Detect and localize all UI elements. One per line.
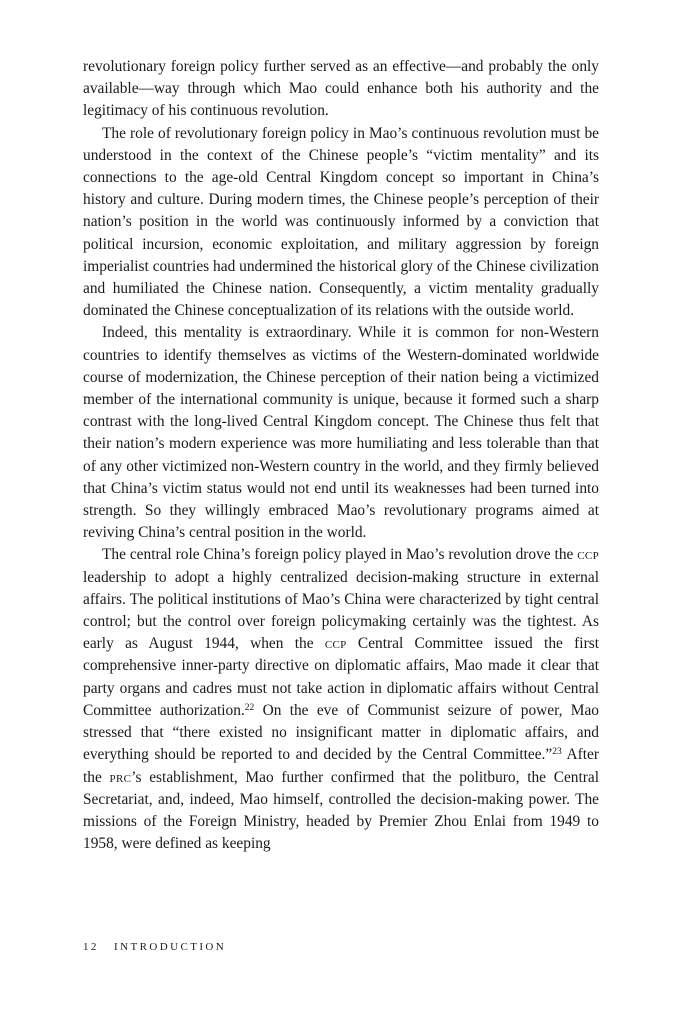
page-footer [83, 941, 226, 953]
text-run: The role of revolutionary foreign policy in Mao’s continuous revolution must be understood in the context of the Chinese people’s “victim mentality” and its connections to the age-old Central Kingdom concept so important in China’s history and culture. During modern times, the Chinese people’s perception of their nation’s position in the world was continuously informed by a conviction that political incursion, economic exploitation, and military aggression by foreign imperialist countries had undermined the historical glory of the Chinese civilization and humiliated the Chinese nation. Consequently, a victim mentality gradually dominated the Chinese conceptualization of its relations with the outside world. [83, 124, 599, 320]
running-title: INTRODUCTION [114, 941, 227, 953]
text-run: leadership to adopt a highly centralized decision-making structure in external affairs. The political institutions of Mao’s China were characterized by tight central control; but the control over foreign policymaking certainly was the tightest. As early as August 1944, when the [83, 568, 599, 653]
text-run: On the eve of Communist seizure of power, Mao stressed that “there existed no insignificant matter in diplomatic affairs, and everything should be reported to and decided by the Central Committee.” [83, 701, 599, 764]
text-run: Indeed, this mentality is extraordinary. While it is common for non-Western countries to identify themselves as victims of the Western-dominated worldwide course of modernization, the Chinese perception of their nation being a victimized member of the international community is unique, because it formed such a sharp contrast with the long-lived Central Kingdom concept. The Chinese thus felt that their nation’s modern experience was more humiliating and less tolerable than that of any other victimized non-Western country in the world, and they firmly believed that China’s victim status would not end until its weaknesses had been turned into strength. So they willingly embraced Mao’s revolutionary programs aimed at reviving China’s central position in the world. [83, 324, 599, 542]
acronym: ccp [577, 546, 599, 564]
paragraph [83, 123, 599, 323]
paragraph [83, 322, 599, 544]
acronym: ccp [324, 635, 347, 653]
text-run: After the [83, 746, 599, 786]
footnote-ref: 22 [244, 701, 255, 713]
footnote-ref: 23 [552, 746, 562, 758]
acronym: prc [109, 768, 132, 786]
paragraph [83, 56, 599, 123]
paragraph [83, 544, 599, 855]
text-run: ’s establishment, Mao further confirmed that the politburo, the Central Secretariat, and, indeed, Mao himself, controlled the decision-making power. The missions of the Foreign Ministry, headed by Premier Zhou Enlai from 1949 to 1958, were defined as keeping [83, 768, 600, 853]
text-run: Central Committee issued the first comprehensive inner-party directive on diplomatic affairs, Mao made it clear that party organs and cadres must not take action in diplomatic affairs without Central Committee authorization. [83, 635, 599, 719]
text-run: revolutionary foreign policy further served as an effective—and probably the only available—way through which Mao could enhance both his authority and the legitimacy of his continuous revolution. [83, 58, 599, 120]
page-number: 12 [83, 941, 99, 953]
text-run: The central role China’s foreign policy played in Mao’s revolution drove the [102, 546, 578, 564]
body-text [83, 56, 599, 855]
